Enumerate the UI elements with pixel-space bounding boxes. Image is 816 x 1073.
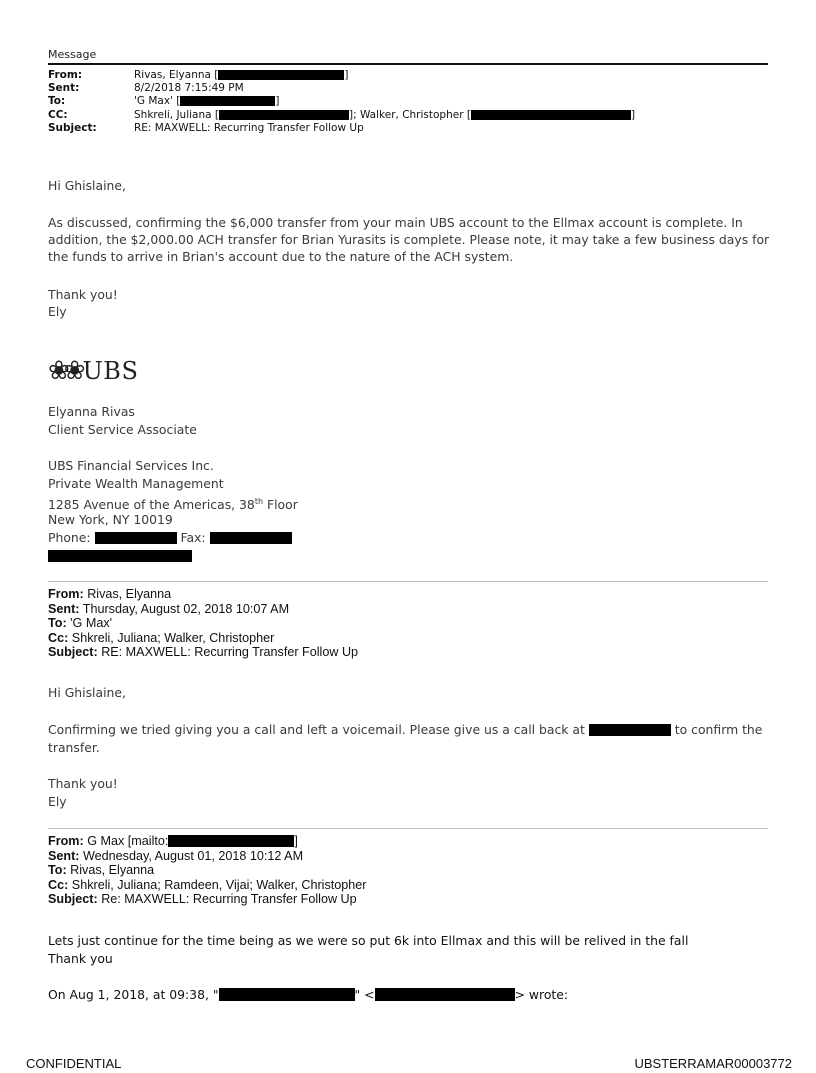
redaction-box [471,110,631,120]
email2-greeting: Hi Ghislaine, [48,685,126,700]
email-header [48,69,768,135]
from-value: Rivas, Elyanna [ ] [134,69,349,81]
email1-paragraph: As discussed, confirming the $6,000 transfer from your main UBS account to the Ellmax account is complete. In addition, the $2,000.00 ACH transfer for Brian Yurasits is complete. Please note, it may take a few business days for the funds to arrive in Brian's account due to the nature of the ACH system. [48,215,770,264]
separator-rule [48,828,768,829]
signature-name: Elyanna Rivas [48,404,135,419]
header-rule [48,63,768,65]
redaction-box [218,70,344,80]
cc-value: Shkreli, Juliana [ ]; Walker, Christopher [ ] [134,108,636,121]
redaction-box [210,532,292,544]
redaction-box [168,835,294,847]
email3-line1: Lets just continue for the time being as we were so put 6k into Ellmax and this will be relived in the fall [48,933,689,948]
redaction-box [48,550,192,562]
sent-label: Sent: [48,82,80,95]
from-label: From: [48,69,83,81]
email2-header: From: Rivas, Elyanna Sent: Thursday, August 02, 2018 10:07 AM To: 'G Max' Cc: Shkreli, Juliana; Walker, Christopher Subject: RE: MAXWELL: Recurring Transfer Follow Up [48,587,359,659]
email2-body: Confirming we tried giving you a call and left a voicemail. Please give us a call back at to confirm the [48,722,763,737]
footer-bates-number: UBSTERRAMAR00003772 [634,1056,792,1071]
redaction-box [375,988,515,1001]
footer-confidential: CONFIDENTIAL [26,1056,122,1071]
email3-header: From: G Max [mailto: ] Sent: Wednesday, August 01, 2018 10:12 AM To: Rivas, Elyanna Cc: Shkreli, Juliana; Ramdeen, Vijai; Walker, Christopher Subject: Re: MAXWELL: Recurring Transfer Follow Up [48,834,367,906]
redaction-box [180,96,275,106]
email3-line2: Thank you [48,951,113,966]
signature-title: Client Service Associate [48,422,197,437]
signature-contact: Phone: Fax: [48,529,778,546]
cc-label: CC: [48,108,68,121]
signature-city: New York, NY 10019 [48,512,173,527]
subject-value: RE: MAXWELL: Recurring Transfer Follow Up [134,121,364,134]
signature-email [48,547,778,564]
email3-quote-line: On Aug 1, 2018, at 09:38, " " < > wrote: [48,987,569,1002]
redaction-box [95,532,177,544]
signature-company: UBS Financial Services Inc. [48,458,214,473]
sent-value: 8/2/2018 7:15:49 PM [134,82,244,95]
redaction-box [589,724,671,736]
email1-thanks: Thank you! [48,287,118,302]
ubs-logo [48,356,138,386]
separator-rule [48,581,768,582]
ubs-keys-icon: ❀❀ [48,356,80,386]
to-label: To: [48,95,66,108]
signature-address: 1285 Avenue of the Americas, 38th Floor [48,497,298,513]
to-value: 'G Max' [ ] [134,95,280,108]
email2-thanks: Thank you! [48,776,118,791]
email1-sign: Ely [48,304,67,319]
email2-body-line2: transfer. [48,740,100,755]
signature-division: Private Wealth Management [48,476,224,491]
email1-greeting: Hi Ghislaine, [48,178,126,193]
message-label: Message [48,48,97,61]
email2-sign: Ely [48,794,67,809]
ubs-logo-text: UBS [82,357,139,385]
redaction-box [219,988,355,1001]
subject-label: Subject: [48,121,97,134]
redaction-box [219,110,349,120]
